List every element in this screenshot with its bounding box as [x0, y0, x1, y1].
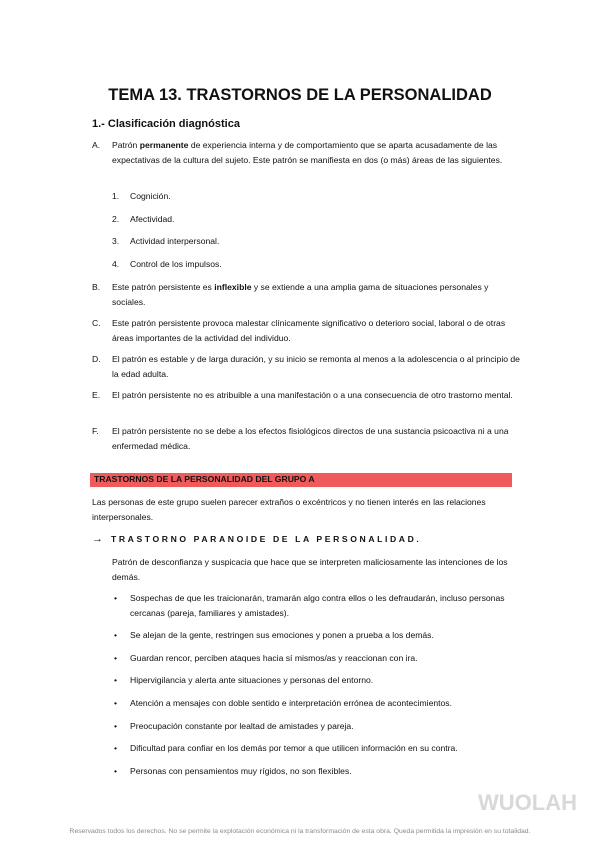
- bullet-icon: •: [114, 721, 118, 731]
- criterion-bold-term: inflexible: [214, 282, 252, 292]
- bullet-icon: •: [114, 743, 118, 753]
- group-a-banner: [90, 473, 512, 487]
- list-item: [112, 673, 522, 688]
- list-item: [112, 591, 522, 621]
- area-item: [112, 191, 171, 201]
- list-item-text: Personas con pensamientos muy rígidos, no son flexibles.: [130, 766, 352, 776]
- area-number: 4.: [112, 259, 120, 269]
- criterion-text: Este patrón persistente provoca malestar clínicamente significativo o deterioro social, laboral o de otras áreas importantes de la actividad del individuo.: [112, 318, 506, 343]
- area-item: [112, 214, 174, 224]
- list-item-text: Sospechas de que les traicionarán, tramarán algo contra ellos o les defraudarán, incluso personas cercanas (pareja, familiares y amistades).: [130, 593, 505, 618]
- criterion-f: [92, 424, 522, 454]
- criterion-text: El patrón persistente no es atribuible a una manifestación o a una consecuencia de otro trastorno mental.: [112, 390, 513, 400]
- paranoid-description: Patrón de desconfianza y suspicacia que hace que se interpreten maliciosamente las intenciones de los demás.: [112, 557, 508, 582]
- list-item: [112, 696, 522, 711]
- list-item-text: Se alejan de la gente, restringen sus emociones y ponen a prueba a los demás.: [130, 630, 434, 640]
- paranoid-heading-text: TRASTORNO PARANOIDE DE LA PERSONALIDAD.: [111, 534, 422, 544]
- bullet-icon: •: [114, 675, 118, 685]
- list-item-text: Atención a mensajes con doble sentido e interpretación errónea de acontecimientos.: [130, 698, 452, 708]
- criterion-text-cont: y se extiende a una amplia gama de situaciones personales y sociales.: [112, 282, 489, 307]
- list-item-text: Dificultad para confiar en los demás por temor a que utilicen información en su contra.: [130, 743, 458, 753]
- group-a-banner-text: TRASTORNOS DE LA PERSONALIDAD DEL GRUPO A: [94, 474, 315, 484]
- criterion-letter: A.: [92, 140, 101, 150]
- copyright-footer: Reservados todos los derechos. No se permite la explotación económica ni la transformación de esta obra. Queda permitida la impresión en su totalidad.: [69, 828, 531, 835]
- area-label: Actividad interpersonal.: [130, 236, 220, 246]
- criterion-text: El patrón es estable y de larga duración, y su inicio se remonta al menos a la adolescencia o al principio de la edad adulta.: [112, 354, 520, 379]
- page-title: TEMA 13. TRASTORNOS DE LA PERSONALIDAD: [108, 86, 492, 104]
- group-a-intro: Las personas de este grupo suelen parecer extraños o excéntricos y no tienen interés en las relaciones interpersonales.: [92, 497, 486, 522]
- bullet-icon: •: [114, 653, 118, 663]
- criterion-d: [92, 352, 522, 382]
- list-item: [112, 741, 522, 756]
- area-item: [112, 236, 219, 246]
- list-item: [112, 651, 522, 666]
- criterion-b: [92, 280, 522, 310]
- criterion-a: [92, 138, 522, 168]
- bullet-icon: •: [114, 698, 118, 708]
- criterion-text-cont: de experiencia interna y de comportamiento que se aparta acusadamente de las expectativas de la cultura del sujeto. Este patrón se manifiesta en dos (o más) áreas de las siguientes.: [112, 140, 503, 165]
- criterion-text: El patrón persistente no se debe a los efectos fisiológicos directos de una sustancia psicoactiva ni a una enfermedad médica.: [112, 426, 509, 451]
- arrow-right-icon: →: [92, 533, 103, 545]
- criterion-text: Este patrón persistente es: [112, 282, 215, 292]
- area-label: Cognición.: [130, 191, 171, 201]
- list-item: [112, 628, 522, 643]
- list-item-text: Preocupación constante por lealtad de amistades y pareja.: [130, 721, 354, 731]
- criterion-letter: B.: [92, 282, 101, 292]
- list-item-text: Guardan rencor, perciben ataques hacia sí mismos/as y reaccionan con ira.: [130, 653, 418, 663]
- criterion-letter: F.: [92, 426, 99, 436]
- area-number: 2.: [112, 214, 120, 224]
- bullet-icon: •: [114, 593, 118, 603]
- area-label: Control de los impulsos.: [130, 259, 222, 269]
- criterion-c: [92, 316, 522, 346]
- list-item-text: Hipervigilancia y alerta ante situaciones y personas del entorno.: [130, 675, 374, 685]
- section-heading: 1.- Clasificación diagnóstica: [92, 118, 240, 130]
- area-item: [112, 259, 222, 269]
- bullet-icon: •: [114, 766, 118, 776]
- area-label: Afectividad.: [130, 214, 175, 224]
- criterion-text: Patrón: [112, 140, 140, 150]
- area-number: 3.: [112, 236, 120, 246]
- wuolah-watermark: WUOLAH: [478, 790, 577, 815]
- criterion-e: [92, 388, 522, 403]
- criterion-letter: E.: [92, 390, 101, 400]
- paranoid-heading: [92, 533, 421, 545]
- list-item: [112, 719, 522, 734]
- criterion-bold-term: permanente: [139, 140, 189, 150]
- criterion-letter: C.: [92, 318, 101, 328]
- bullet-icon: •: [114, 630, 118, 640]
- area-number: 1.: [112, 191, 120, 201]
- list-item: [112, 764, 522, 779]
- criterion-letter: D.: [92, 354, 101, 364]
